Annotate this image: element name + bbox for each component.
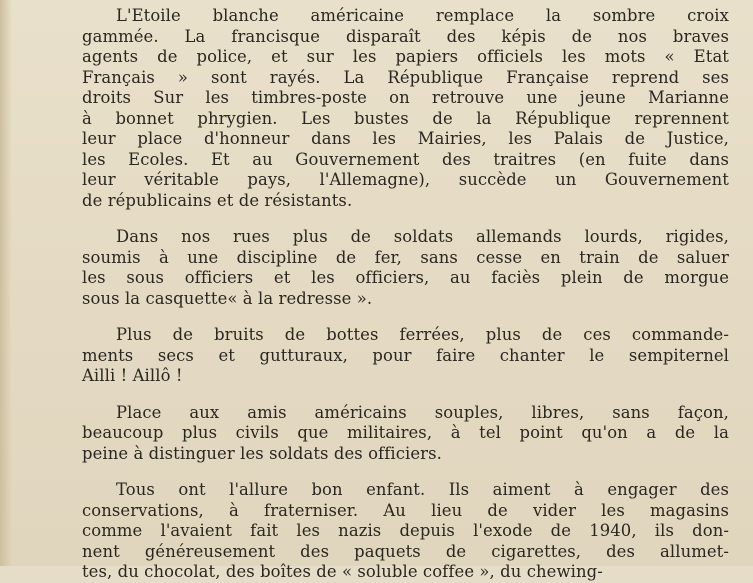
paragraph-5 [82, 480, 729, 583]
paragraph-4 [82, 403, 729, 465]
text-line: Dans nos rues plus de soldats allemands lourds, rigides, [116, 227, 729, 246]
text-line: peine à distinguer les soldats des officiers. [82, 443, 442, 463]
text-line: Plus de bruits de bottes ferrées, plus de ces commande- [116, 325, 729, 344]
text-line: Ailli ! Aillô ! [82, 366, 183, 385]
text-line: L'Etoile blanche américaine remplace la sombre croix [116, 6, 729, 25]
text-line: Place aux amis américains souples, libres, sans façon, [116, 402, 729, 422]
text-line: leur véritable pays, l'Allemagne), succède un Gouvernement [82, 170, 729, 189]
text-line: gammée. La francisque disparaît des képis de nos braves [82, 26, 729, 46]
document-body [82, 6, 729, 583]
text-line: soumis à une discipline de fer, sans cesse en train de saluer [82, 247, 729, 267]
text-line: de républicains et de résistants. [82, 190, 353, 210]
text-line: leur place d'honneur dans les Mairies, les Palais de Justice, [82, 129, 729, 148]
text-line: Tous ont l'allure bon enfant. Ils aiment à engager des [116, 480, 729, 499]
page-fold-shadow [0, 0, 12, 566]
text-line: nent généreusement des paquets de cigarettes, des allumet- [82, 541, 729, 561]
paragraph-3 [82, 325, 729, 387]
text-line: sous la casquette« à la redresse ». [82, 288, 373, 308]
text-line: les Ecoles. Et au Gouvernement des traitres (en fuite dans [82, 149, 729, 169]
text-line: Français » sont rayés. La République Française reprend ses [82, 67, 729, 87]
paragraph-2 [82, 227, 729, 309]
text-line: tes, du chocolat, des boîtes de « soluble coffee », du chewing- [82, 562, 603, 581]
text-line: les sous officiers et les officiers, au faciès plein de morgue [82, 268, 729, 287]
text-line: à bonnet phrygien. Les bustes de la République reprennent [82, 108, 729, 128]
text-line: conservations, à fraterniser. Au lieu de vider les magasins [82, 500, 729, 520]
text-line: beaucoup plus civils que militaires, à tel point qu'on a de la [82, 423, 729, 442]
text-line: comme l'avaient fait les nazis depuis l'exode de 1940, ils don- [82, 521, 729, 540]
text-line: agents de police, et sur les papiers officiels les mots « Etat [82, 47, 729, 66]
paragraph-1 [82, 6, 729, 211]
text-line: droits Sur les timbres-poste on retrouve une jeune Marianne [82, 88, 729, 107]
text-line: ments secs et gutturaux, pour faire chanter le sempiternel [82, 345, 729, 365]
